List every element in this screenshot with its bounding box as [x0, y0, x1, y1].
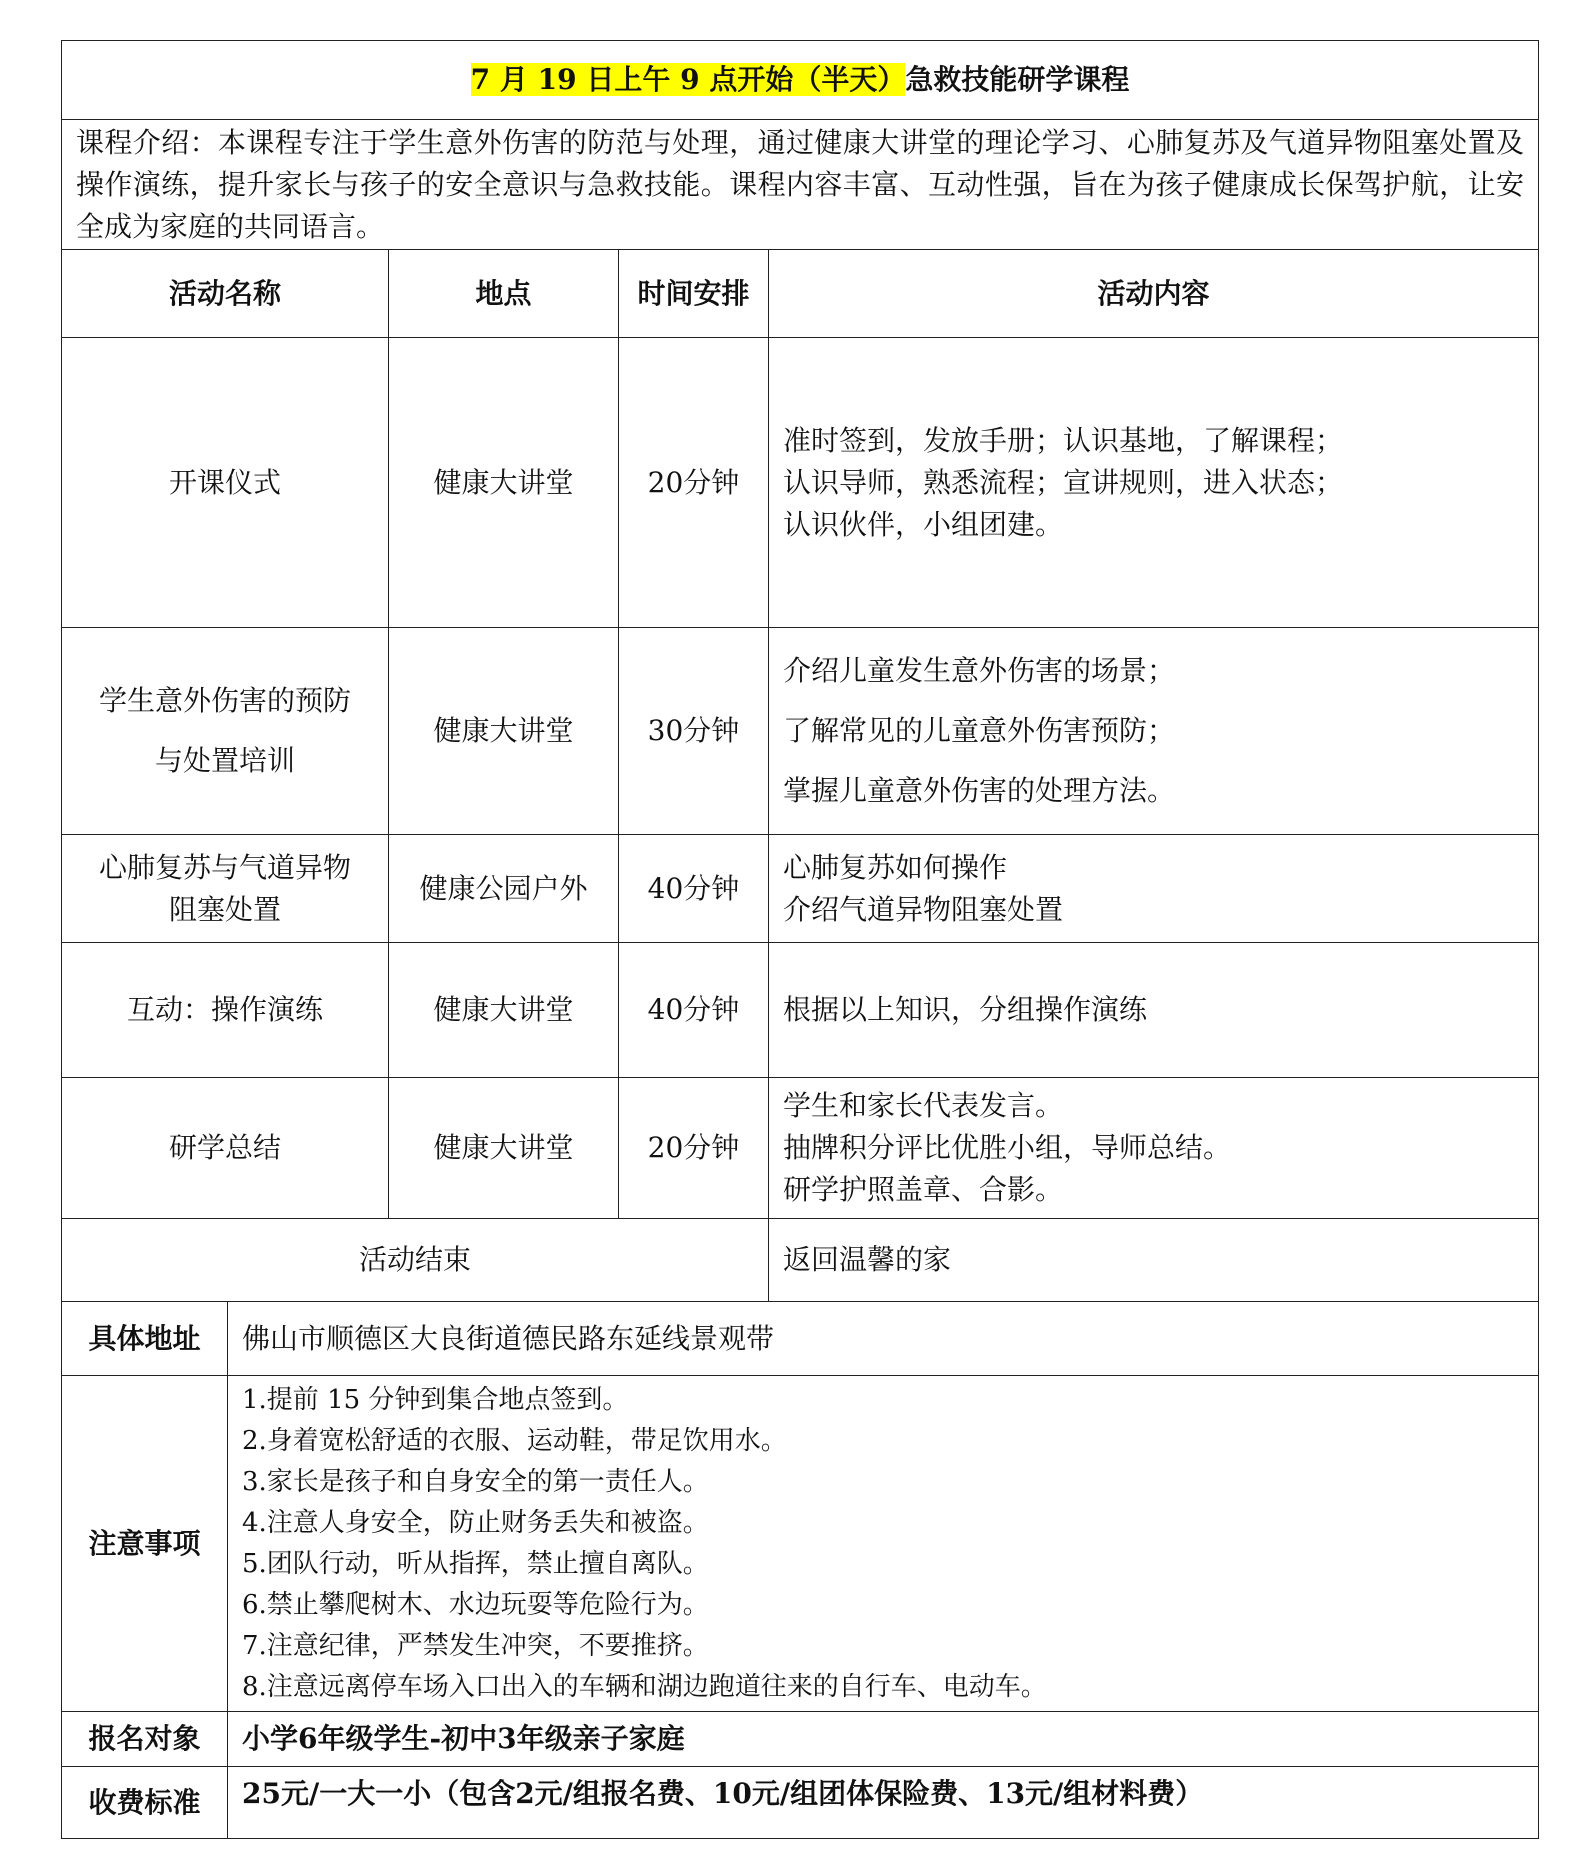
- notes-label: 注意事项: [62, 1376, 228, 1712]
- notes-list: [228, 1376, 1539, 1712]
- activity-name: 研学总结: [62, 1078, 389, 1219]
- activity-content: 介绍儿童发生意外伤害的场景； 了解常见的儿童意外伤害预防； 掌握儿童意外伤害的处理方法。: [769, 628, 1539, 835]
- activity-content: 根据以上知识，分组操作演练: [769, 943, 1539, 1078]
- activity-place: 健康大讲堂: [389, 943, 619, 1078]
- target-value: 小学6年级学生-初中3年级亲子家庭: [228, 1712, 1539, 1767]
- table-row: [62, 943, 1539, 1078]
- header-place: 地点: [389, 250, 619, 338]
- address-value: 佛山市顺德区大良街道德民路东延线景观带: [228, 1302, 1539, 1376]
- header-activity-name: 活动名称: [62, 250, 389, 338]
- activity-time: 40分钟: [619, 835, 769, 943]
- list-item: 8.注意远离停车场入口出入的车辆和湖边跑道往来的自行车、电动车。: [242, 1671, 1047, 1702]
- activity-time: 30分钟: [619, 628, 769, 835]
- list-item: 1.提前 15 分钟到集合地点签到。: [242, 1384, 629, 1415]
- document-title: [62, 41, 1539, 120]
- list-item: 6.禁止攀爬树木、水边玩耍等危险行为。: [242, 1589, 709, 1620]
- header-time: 时间安排: [619, 250, 769, 338]
- list-item: 2.身着宽松舒适的衣服、运动鞋，带足饮用水。: [242, 1425, 787, 1456]
- activity-name: 互动：操作演练: [62, 943, 389, 1078]
- course-table: [61, 40, 1539, 1839]
- activity-time: 40分钟: [619, 943, 769, 1078]
- list-item: 4.注意人身安全，防止财务丢失和被盗。: [242, 1507, 709, 1538]
- fee-label: 收费标准: [62, 1767, 228, 1839]
- activity-end-label: 活动结束: [62, 1219, 769, 1302]
- table-row: [62, 1078, 1539, 1219]
- target-label: 报名对象: [62, 1712, 228, 1767]
- activity-content: 心肺复苏如何操作 介绍气道异物阻塞处置: [769, 835, 1539, 943]
- header-content: 活动内容: [769, 250, 1539, 338]
- table-row: [62, 1219, 1539, 1302]
- activity-time: 20分钟: [619, 338, 769, 628]
- list-item: 5.团队行动，听从指挥，禁止擅自离队。: [242, 1548, 709, 1579]
- list-item: 7.注意纪律，严禁发生冲突，不要推挤。: [242, 1630, 709, 1661]
- activity-place: 健康大讲堂: [389, 338, 619, 628]
- fee-value: 25元/一大一小（包含2元/组报名费、10元/组团体保险费、13元/组材料费）: [228, 1767, 1539, 1839]
- table-row: [62, 628, 1539, 835]
- activity-content: 准时签到，发放手册；认识基地，了解课程； 认识导师，熟悉流程；宣讲规则，进入状态； 认识伙伴，小组团建。: [769, 338, 1539, 628]
- activity-content: 学生和家长代表发言。 抽牌积分评比优胜小组，导师总结。 研学护照盖章、合影。: [769, 1078, 1539, 1219]
- activity-place: 健康公园户外: [389, 835, 619, 943]
- activity-name: 开课仪式: [62, 338, 389, 628]
- course-intro: 课程介绍：本课程专注于学生意外伤害的防范与处理，通过健康大讲堂的理论学习、心肺复苏及气道异物阻塞处置及操作演练，提升家长与孩子的安全意识与急救技能。课程内容丰富、互动性强，旨在为孩子健康成长保驾护航，让安全成为家庭的共同语言。: [62, 120, 1539, 250]
- list-item: 3.家长是孩子和自身安全的第一责任人。: [242, 1466, 709, 1497]
- activity-name: 心肺复苏与气道异物 阻塞处置: [62, 835, 389, 943]
- table-row: [62, 835, 1539, 943]
- table-row: [62, 338, 1539, 628]
- activity-end-content: 返回温馨的家: [769, 1219, 1539, 1302]
- activity-place: 健康大讲堂: [389, 1078, 619, 1219]
- activity-place: 健康大讲堂: [389, 628, 619, 835]
- title-highlight: 7 月 19 日上午 9 点开始（半天）: [470, 63, 906, 96]
- activity-time: 20分钟: [619, 1078, 769, 1219]
- title-rest: 急救技能研学课程: [905, 63, 1130, 96]
- address-label: 具体地址: [62, 1302, 228, 1376]
- activity-name: 学生意外伤害的预防 与处置培训: [62, 628, 389, 835]
